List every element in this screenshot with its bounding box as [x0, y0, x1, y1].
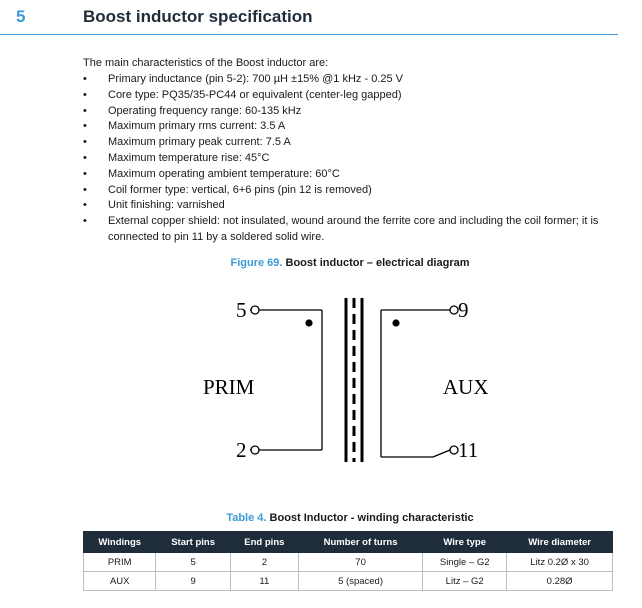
- characteristics-list: [83, 72, 603, 246]
- pin-9-label: 9: [458, 298, 469, 322]
- table-cell: Single – G2: [423, 553, 507, 572]
- polarity-dot-aux: [392, 319, 399, 326]
- bullet-icon: •: [83, 120, 87, 133]
- table-cell: 0.28Ø: [507, 572, 613, 591]
- bullet-icon: •: [83, 136, 87, 149]
- list-item-text: Coil former type: vertical, 6+6 pins (pin 12 is removed): [108, 183, 372, 196]
- table-title: Boost Inductor - winding characteristic: [269, 512, 474, 524]
- column-header: Wire diameter: [507, 532, 613, 553]
- list-item-text: Core type: PQ35/35-PC44 or equivalent (center-leg gapped): [108, 88, 402, 101]
- table-cell: 5: [156, 553, 230, 572]
- section-title: Boost inductor specification: [83, 7, 313, 26]
- table-cell: AUX: [84, 572, 156, 591]
- transformer-diagram: [190, 290, 520, 475]
- list-item: [83, 214, 603, 246]
- aux-label: AUX: [443, 375, 489, 399]
- table-cell: PRIM: [84, 553, 156, 572]
- table-cell: 70: [298, 553, 422, 572]
- pin-11-label: 11: [458, 438, 479, 462]
- list-item-text: Unit finishing: varnished: [108, 199, 225, 212]
- pin-11-terminal: [450, 446, 458, 454]
- pin-2-label: 2: [236, 438, 247, 462]
- list-item: [83, 151, 603, 167]
- pin-2-terminal: [251, 446, 259, 454]
- list-item-text: Maximum temperature rise: 45°C: [108, 151, 270, 164]
- table-header-row: [84, 532, 613, 553]
- column-header: Start pins: [156, 532, 230, 553]
- list-item: [83, 104, 603, 120]
- figure-caption: [0, 257, 642, 269]
- list-item: [83, 135, 603, 151]
- figure-title: Boost inductor – electrical diagram: [285, 257, 470, 269]
- pin-5-label: 5: [236, 298, 247, 322]
- pin-5-terminal: [251, 306, 259, 314]
- table-cell: 5 (spaced): [298, 572, 422, 591]
- list-item: [83, 119, 603, 135]
- list-item-text: Primary inductance (pin 5-2): 700 µH ±15% @1 kHz - 0.25 V: [108, 73, 403, 85]
- pin-9-terminal: [450, 306, 458, 314]
- column-header: Wire type: [423, 532, 507, 553]
- list-item-text: Operating frequency range: 60-135 kHz: [108, 104, 302, 117]
- table-cell: Litz 0.2Ø x 30: [507, 553, 613, 572]
- list-item: [83, 167, 603, 183]
- bullet-icon: •: [83, 73, 87, 85]
- list-item-text: Maximum primary rms current: 3.5 A: [108, 120, 286, 133]
- table-row: [84, 572, 613, 591]
- table-cell: 9: [156, 572, 230, 591]
- table-cell: Litz – G2: [423, 572, 507, 591]
- column-header: Number of turns: [298, 532, 422, 553]
- table-label: Table 4.: [226, 512, 267, 524]
- intro-text: The main characteristics of the Boost inductor are:: [83, 57, 329, 69]
- bullet-icon: •: [83, 199, 87, 212]
- list-item-text: External copper shield: not insulated, wound around the ferrite core and including the coil former; it is connected to pin 11 by a soldered solid wire.: [108, 215, 599, 243]
- table-row: [84, 553, 613, 572]
- bullet-icon: •: [83, 104, 87, 117]
- bullet-icon: •: [83, 167, 87, 180]
- section-header: [0, 0, 618, 35]
- list-item: [83, 198, 603, 214]
- column-header: Windings: [84, 532, 156, 553]
- list-item: [83, 88, 603, 104]
- list-item-text: Maximum primary peak current: 7.5 A: [108, 136, 291, 149]
- section-number: 5: [16, 7, 26, 26]
- table-caption: [0, 512, 642, 524]
- polarity-dot-primary: [305, 319, 312, 326]
- column-header: End pins: [230, 532, 298, 553]
- figure-label: Figure 69.: [230, 257, 283, 269]
- table-cell: 11: [230, 572, 298, 591]
- prim-label: PRIM: [203, 375, 255, 399]
- list-item-text: Maximum operating ambient temperature: 60°C: [108, 167, 340, 180]
- list-item: [83, 183, 603, 199]
- winding-table: [83, 531, 613, 591]
- list-item: [83, 72, 603, 88]
- bullet-icon: •: [83, 183, 87, 196]
- bullet-icon: •: [83, 151, 87, 164]
- bullet-icon: •: [83, 215, 87, 228]
- bullet-icon: •: [83, 88, 87, 101]
- table-cell: 2: [230, 553, 298, 572]
